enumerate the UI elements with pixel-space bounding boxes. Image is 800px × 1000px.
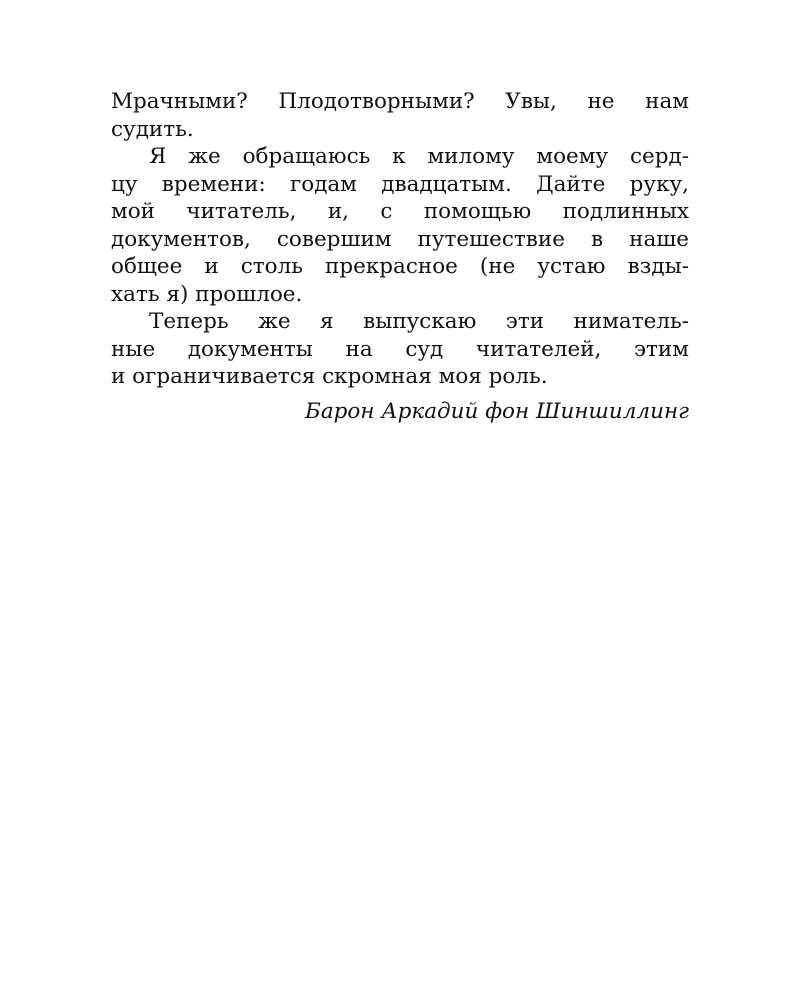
paragraph-line: Мрачными? Плодотворными? Увы, не нам <box>111 89 689 114</box>
paragraph-line: судить. <box>111 116 194 142</box>
paragraph-3 <box>111 308 689 391</box>
paragraph-line: Я же обращаюсь к милому моему серд- <box>149 144 689 169</box>
paragraph-line: хать я) прошлое. <box>111 281 303 307</box>
paragraph-line: Теперь же я выпускаю эти ниматель- <box>149 309 689 334</box>
paragraph-1 <box>111 88 689 143</box>
paragraph-line: общее и столь прекрасное (не устаю взды- <box>111 254 689 279</box>
paragraph-line: ные документы на суд читателей, этим <box>111 336 689 362</box>
paragraph-line: мой читатель, и, с помощью подлинных <box>111 199 689 224</box>
paragraph-2 <box>111 143 689 308</box>
paragraph-line: цу времени: годам двадцатым. Дайте руку, <box>111 171 689 197</box>
paragraph-line: документов, совершим путешествие в наше <box>111 226 689 252</box>
paragraph-line: и ограничивается скромная моя роль. <box>111 364 548 389</box>
document-body <box>111 88 689 427</box>
author-signature: Барон Аркадий фон Шиншиллинг <box>305 398 689 424</box>
